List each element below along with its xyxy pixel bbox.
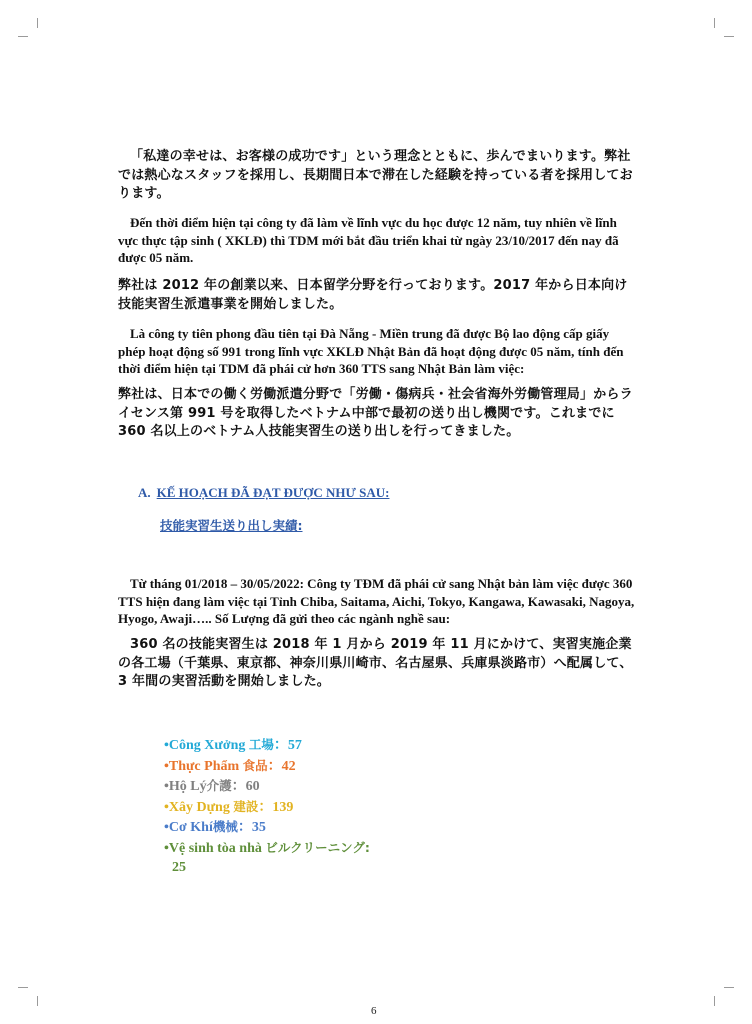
paragraph-license-vn: Là công ty tiên phong đầu tiên tại Đà Nẵng - Miền trung đã được Bộ lao động cấp giấy phép hoạt động số 991 trong lĩnh vực XKLĐ Nhật Bản đã hoạt động được 05 năm, tính đến thời điểm hiện tại TDM đã phái cử hơn 360 TTS sang Nhật Bản làm việc:: [118, 326, 624, 376]
section-heading-text: KẾ HOẠCH ĐÃ ĐẠT ĐƯỢC NHƯ SAU:: [156, 485, 390, 500]
stat-value: 42: [281, 758, 296, 774]
paragraph-philosophy-jp: 「私達の幸せは、お客様の成功です」という理念とともに、歩んでまいります。弊社では熱心なスタッフを採用し、長期間日本で滞在した経験を持っている者を採用しております。: [118, 149, 633, 201]
stat-label-vn: Vệ sinh tòa nhà: [168, 840, 266, 856]
stat-value: 35: [251, 820, 266, 835]
stat-label-jp: 介護: [206, 778, 232, 793]
page-number: 6: [371, 1005, 377, 1017]
stat-separator: ：: [267, 758, 282, 774]
stat-label-vn: Xây Dựng: [168, 799, 234, 815]
crop-mark-top-right: [724, 36, 734, 37]
stat-value: 57: [287, 738, 302, 753]
section-number: A.: [138, 485, 151, 500]
stat-separator: ：: [231, 779, 246, 794]
occupation-stats-list: [164, 735, 464, 878]
stat-label-jp: 工場: [248, 737, 274, 752]
stat-label-jp: 機械: [212, 819, 238, 834]
stat-label-vn: Công Xưởng: [168, 738, 249, 753]
paragraph-placement-vn: Từ tháng 01/2018 – 30/05/2022: Công ty TĐM đã phái cử sang Nhật bản làm việc được 360 TTS hiện đang làm việc tại Tỉnh Chiba, Saitama, Aichi, Tokyo, Kangawa, Kawasaki, Nagoya, Hyogo, Awaji….. Số Lượng đã gửi theo các ngành nghề sau:: [118, 576, 635, 626]
bullet: •: [164, 799, 169, 815]
crop-mark-top-left: [18, 36, 28, 37]
stat-building-cleaning: [164, 838, 464, 878]
stat-label-vn: Hộ Lý: [168, 779, 207, 794]
stat-construction: [164, 797, 464, 818]
paragraph-history-jp: 弊社は 2012 年の創業以来、日本留学分野を行っております。2017 年から日本向け技能実習生派遣事業を開始しました。: [118, 278, 628, 312]
stat-separator: ：: [237, 820, 252, 835]
stat-value: 60: [245, 779, 260, 794]
bullet: •: [164, 779, 169, 794]
crop-mark-top-left-v: [37, 18, 38, 28]
crop-mark-bottom-left: [18, 987, 28, 988]
crop-mark-bottom-right: [724, 987, 734, 988]
bullet: •: [164, 820, 169, 835]
section-heading: [138, 485, 389, 501]
paragraph-license-jp: 弊社は、日本での働く労働派遣分野で「労働・傷病兵・社会省海外労働管理局」からライセンス第 991 号を取得したベトナム中部で最初の送り出し機関です。これまでに 360 名以上のベトナム人技能実習生の送り出しを行ってきました。: [118, 387, 633, 439]
stat-label-jp: ビルクリーニング:: [265, 839, 370, 855]
crop-mark-bottom-left-v: [37, 996, 38, 1006]
bullet: •: [164, 738, 169, 753]
stat-separator: ：: [258, 799, 273, 815]
crop-mark-bottom-right-v: [714, 996, 715, 1006]
stat-label-vn: Cơ Khí: [168, 820, 213, 835]
bullet: •: [164, 758, 169, 774]
stat-value: 139: [272, 799, 294, 815]
paragraph-placement-jp: 360 名の技能実習生は 2018 年 1 月から 2019 年 11 月にかけて、実習実施企業の各工場（千葉県、東京都、神奈川県川崎市、名古屋県、兵庫県淡路市）へ配属して、3 年間の実習活動を開始しました。: [118, 637, 633, 689]
section-subheading: 技能実習生送り出し実績:: [160, 518, 303, 533]
stat-separator: ：: [273, 738, 288, 753]
stat-label-vn: Thực Phẩm: [168, 758, 243, 774]
stat-value: 25: [172, 860, 186, 875]
stat-factory: [164, 735, 464, 756]
paragraph-history-vn: Đến thời điểm hiện tại công ty đã làm về lĩnh vực du học được 12 năm, tuy nhiên về lĩnh vực thực tập sinh ( XKLĐ) thì TDM mới bắt đầu triển khai từ ngày 23/10/2017 đến nay đã được 05 năm.: [118, 215, 619, 265]
stat-nursing: [164, 776, 464, 797]
crop-mark-top-right-v: [714, 18, 715, 28]
stat-food: [164, 756, 464, 777]
stat-label-jp: 食品: [242, 757, 268, 773]
stat-label-jp: 建設: [233, 798, 259, 814]
stat-mechanical: [164, 817, 464, 838]
bullet: •: [164, 840, 169, 856]
